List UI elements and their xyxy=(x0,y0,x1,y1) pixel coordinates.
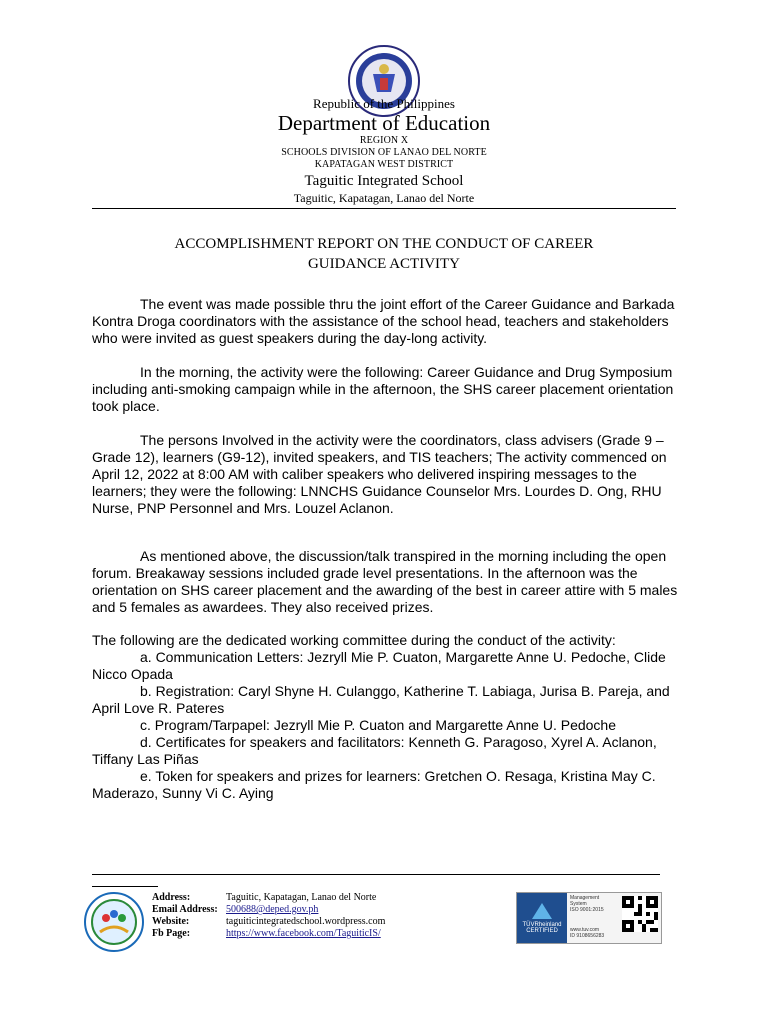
committee-item: a. Communication Letters: Jezryll Mie P. Cuaton, Margarette Anne U. Pedoche, Clide Nicco Opada xyxy=(92,649,666,682)
cert-text-4: www.tuv.com xyxy=(570,927,600,933)
cert-details xyxy=(567,893,661,943)
address-value: Taguitic, Kapatagan, Lanao del Norte xyxy=(226,892,377,903)
school-logo-icon xyxy=(84,892,144,952)
letterhead-school: Taguitic Integrated School xyxy=(304,173,464,189)
footer-row-website xyxy=(152,916,385,928)
tuv-triangle-icon xyxy=(532,903,552,919)
letterhead-district: KAPATAGAN WEST DISTRICT xyxy=(314,159,454,170)
website-label: Website: xyxy=(152,916,190,927)
body-paragraph-2: In the morning, the activity were the following: Career Guidance and Drug Symposium including anti-smoking campaign while in the afternoon, the SHS career placement orientation took place. xyxy=(92,364,674,414)
committee-item: b. Registration: Caryl Shyne H. Culanggo, Katherine T. Labiaga, Jurisa B. Pareja, and April Love R. Pateres xyxy=(92,683,670,716)
letterhead-division: SCHOOLS DIVISION OF LANAO DEL NORTE xyxy=(281,147,487,158)
footer-row-email xyxy=(152,904,385,916)
fb-link[interactable]: https://www.facebook.com/TaguiticIS/ xyxy=(226,928,381,939)
fb-label: Fb Page: xyxy=(152,928,191,939)
letterhead-region: REGION X xyxy=(359,135,409,146)
footer-divider xyxy=(92,874,660,875)
committee-section xyxy=(92,632,684,802)
body-paragraph-4: As mentioned above, the discussion/talk transpired in the morning including the open forum. Breakaway sessions included grade level presentations. In the afternoon was the orientation on SHS career placement and the awarding of the best in career attire with 5 males and 5 females as awardees. They also received prizes. xyxy=(92,548,678,615)
address-label: Address: xyxy=(152,892,191,903)
header-divider xyxy=(92,208,676,209)
qr-code-icon xyxy=(622,896,658,932)
footer-contact-table xyxy=(152,892,385,940)
committee-intro: The following are the dedicated working committee during the conduct of the activity: xyxy=(92,632,616,648)
cert-brand: TÜVRheinland xyxy=(522,921,562,928)
email-link[interactable]: 500688@deped.gov.ph xyxy=(226,904,319,915)
report-title-line1: ACCOMPLISHMENT REPORT ON THE CONDUCT OF CAREER xyxy=(174,236,594,252)
footer-row-fb xyxy=(152,928,385,940)
cert-sub: CERTIFIED xyxy=(526,927,558,934)
body-paragraph-1: The event was made possible thru the joint effort of the Career Guidance and Barkada Kontra Droga coordinators with the assistance of the school head, teachers and stakeholders who were invited as guest speakers during the day-long activity. xyxy=(92,296,675,346)
website-value: taguiticintegratedschool.wordpress.com xyxy=(226,916,386,927)
report-title-line2: GUIDANCE ACTIVITY xyxy=(307,256,461,272)
cert-text-5: ID 9108656283 xyxy=(570,933,605,939)
committee-item: d. Certificates for speakers and facilitators: Kenneth G. Paragoso, Xyrel A. Aclanon, Tiffany Las Piñas xyxy=(92,734,657,767)
tuv-logo xyxy=(517,893,567,943)
letterhead-address: Taguitic, Kapatagan, Lanao del Norte xyxy=(293,191,475,205)
letterhead-republic: Republic of the Philippines xyxy=(313,96,455,111)
email-label: Email Address: xyxy=(152,904,218,915)
footer-divider-short xyxy=(92,886,158,887)
cert-text-2: System xyxy=(570,901,587,907)
committee-item: e. Token for speakers and prizes for learners: Gretchen O. Resaga, Kristina May C. Maderazo, Sunny Vi C. Aying xyxy=(92,768,656,801)
committee-item: c. Program/Tarpapel: Jezryll Mie P. Cuaton and Margarette Anne U. Pedoche xyxy=(140,717,616,733)
cert-text-3: ISO 9001:2015 xyxy=(570,907,604,913)
letterhead-department: Department of Education xyxy=(277,111,491,135)
body-paragraph-3: The persons Involved in the activity were the coordinators, class advisers (Grade 9 – Grade 12), learners (G9-12), invited speakers, and TIS teachers; The activity commenced on April 12, 2022 at 8:00 AM with caliber speakers who delivered inspiring messages to the learners; they were the following: LNNCHS Guidance Counselor Mrs. Lourdes D. Ong, RHU Nurse, PNP Personnel and Mrs. Louzel Aclanon. xyxy=(92,432,667,516)
cert-text-1: Management xyxy=(570,895,600,901)
iso-certification-badge xyxy=(516,892,662,944)
footer-row-address xyxy=(152,892,385,904)
